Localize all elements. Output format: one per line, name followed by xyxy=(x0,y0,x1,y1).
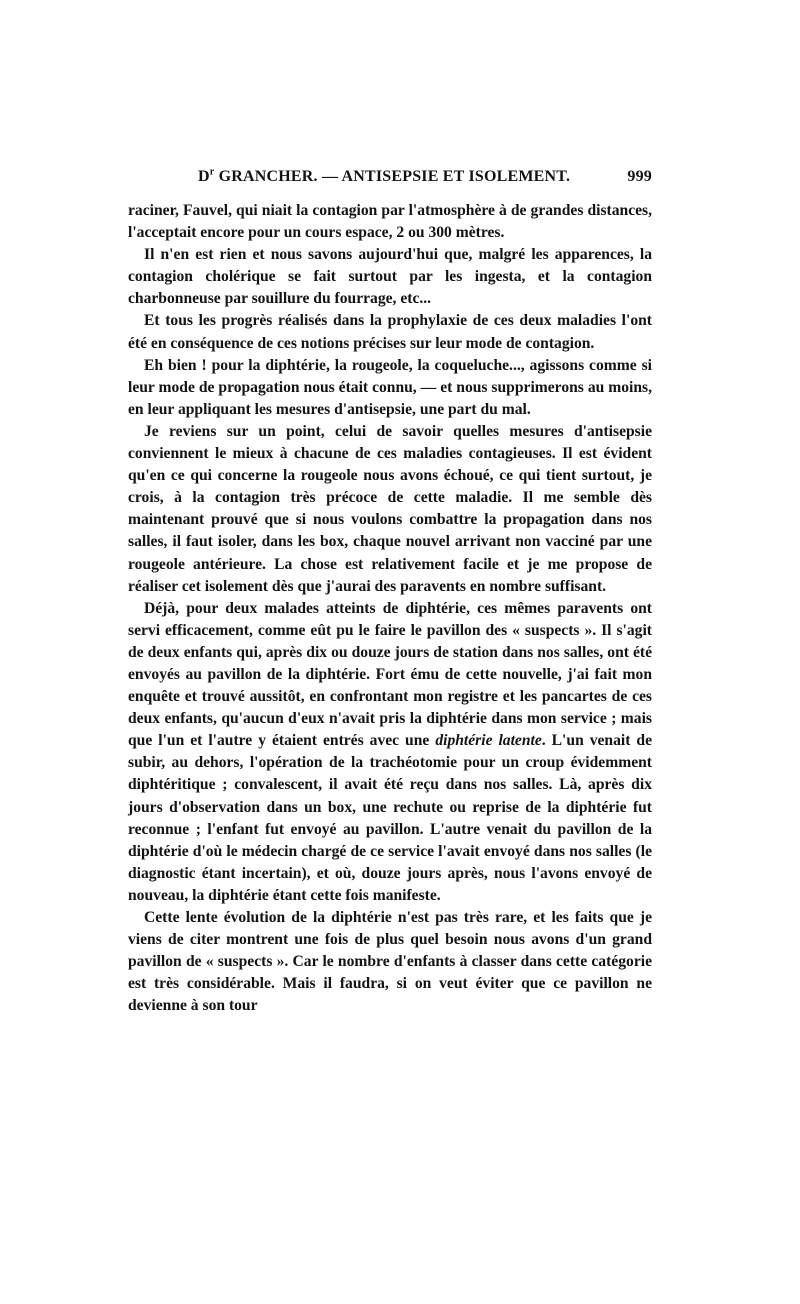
paragraph-6-part-1: Déjà, pour deux malades atteints de diphtérie, ces mêmes paravents ont servi efficacement, comme eût pu le faire le pavillon des « suspects ». Il s'agit de deux enfants qui, après dix ou douze jours de station dans nos salles, ont été envoyés au pavillon de la diphtérie. Fort ému de cette nouvelle, j'ai fait mon enquête et trouvé aussitôt, en confrontant mon registre et les pancartes de ces deux enfants, qu'aucun d'eux n'avait pris la diphtérie dans mon service ; mais que l'un et l'autre y étaient entrés avec une xyxy=(128,599,652,750)
book-page xyxy=(128,168,652,1017)
paragraph-3: Et tous les progrès réalisés dans la prophylaxie de ces deux maladies l'ont été en conséquence de ces notions précises sur leur mode de contagion. xyxy=(128,312,652,352)
header-title: GRANCHER. — ANTISEPSIE ET ISOLEMENT. xyxy=(214,168,571,185)
paragraph-5: Je reviens sur un point, celui de savoir quelles mesures d'antisepsie conviennent le mieux à chacune de ces maladies contagieuses. Il est évident qu'en ce qui concerne la rougeole nous avons échoué, ce qui tient surtout, je crois, à la contagion très précoce de cette maladie. Il me semble dès maintenant prouvé que si nous voulons combattre la propagation dans nos salles, il faut isoler, dans les box, chaque nouvel arrivant non vacciné par une rougeole antérieure. La chose est relativement facile et je me propose de réaliser cet isolement dès que j'aurai des paravents en nombre suffisant. xyxy=(128,422,652,595)
paragraph-7: Cette lente évolution de la diphtérie n'est pas très rare, et les faits que je viens de citer montrent une fois de plus quel besoin nous avons d'un grand pavillon de « suspects ». Car le nombre d'enfants à classer dans cette catégorie est très considérable. Mais il faudra, si on veut éviter que ce pavillon ne devienne à son tour xyxy=(128,909,652,1015)
paragraph-6-italic: diphtérie latente xyxy=(435,732,542,750)
paragraph-6 xyxy=(128,598,652,907)
page-number: 999 xyxy=(627,168,652,185)
paragraph-1: raciner, Fauvel, qui niait la contagion par l'atmosphère à de grandes distances, l'acceptait encore pour un cours espace, 2 ou 300 mètres. xyxy=(128,202,652,242)
running-title xyxy=(198,168,570,186)
paragraph-4: Eh bien ! pour la diphtérie, la rougeole, la coqueluche..., agissons comme si leur mode de propagation nous était connu, — et nous supprimerons au moins, en leur appliquant les mesures d'antisepsie, une part du mal. xyxy=(128,356,652,418)
running-head xyxy=(128,168,652,194)
author-prefix-superscript: r xyxy=(209,166,215,178)
paragraph-2: Il n'en est rien et nous savons aujourd'hui que, malgré les apparences, la contagion cholérique se fait surtout par les ingesta, et la contagion charbonneuse par souillure du fourrage, etc... xyxy=(128,246,652,308)
paragraph-6-part-2: . L'un venait de subir, au dehors, l'opération de la trachéotomie pour un croup évidemment diphtéritique ; convalescent, il avait été reçu dans nos salles. Là, après dix jours d'observation dans un box, une rechute ou reprise de la diphtérie fut reconnue ; l'enfant fut envoyé au pavillon. L'autre venait du pavillon de la diphtérie d'où le médecin chargé de ce service l'avait envoyé dans nos salles (le diagnostic étant incertain), et où, douze jours après, nous l'avons envoyé de nouveau, la diphtérie étant cette fois manifeste. xyxy=(128,732,652,904)
author-prefix: D xyxy=(198,168,210,185)
body-text xyxy=(128,200,652,1017)
